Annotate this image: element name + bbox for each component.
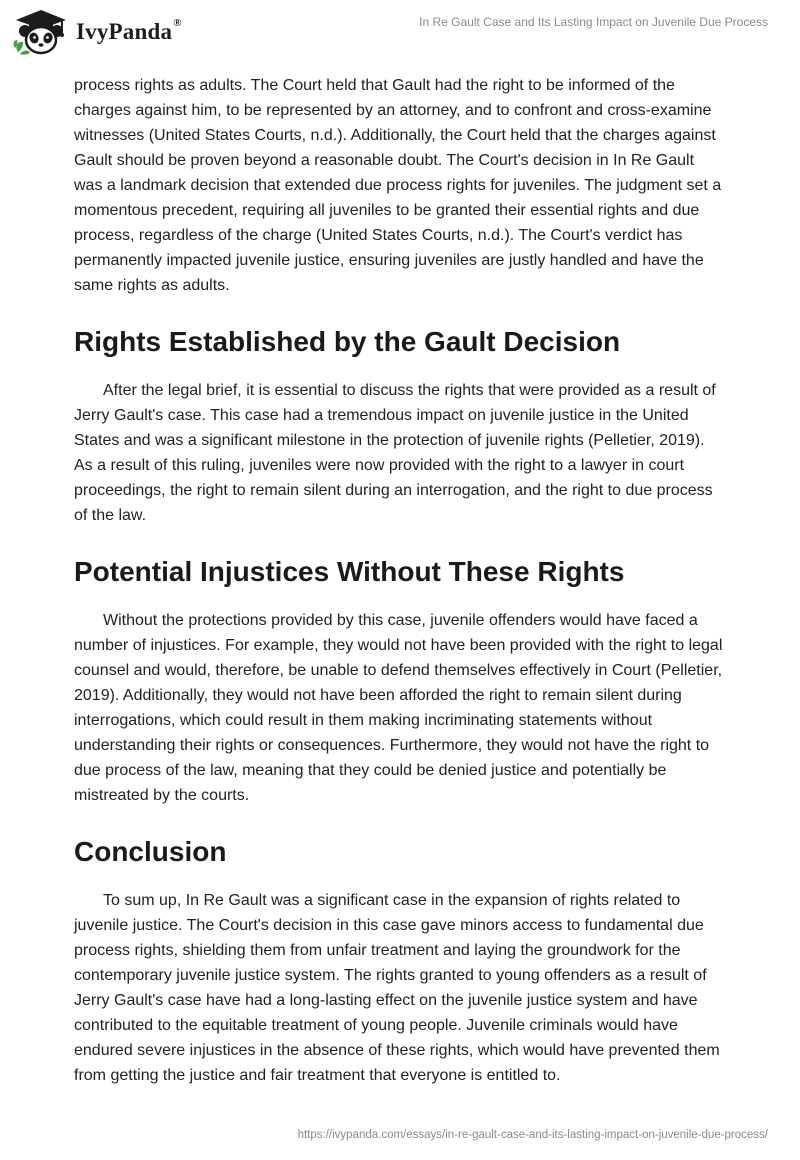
essay-content [74, 70, 726, 1088]
intro-paragraph: process rights as adults. The Court held that Gault had the right to be informed of the charges against him, to be represented by an attorney, and to confront and cross-examine witnesses (United States Courts, n.d.). Additionally, the Court held that the charges against Gault should be proven beyond a reasonable doubt. The Court's decision in In Re Gault was a landmark decision that extended due process rights for juveniles. The judgment set a momentous precedent, requiring all juveniles to be granted their essential rights and due process, regardless of the charge (United States Courts, n.d.). The Court's verdict has permanently impacted juvenile justice, ensuring juveniles are justly handled and have the same rights as adults. [74, 77, 722, 294]
brand-label: IvyPanda [76, 19, 173, 44]
section-heading-rights: Rights Established by the Gault Decision [74, 326, 621, 357]
document-title: In Re Gault Case and Its Lasting Impact on Juvenile Due Process [419, 15, 768, 29]
section-paragraph-rights: After the legal brief, it is essential to discuss the rights that were provided as a result of Jerry Gault's case. This case had a tremendous impact on juvenile justice in the United States and was a significant milestone in the protection of juvenile rights (Pelletier, 2019). As a result of this ruling, juveniles were now provided with the right to a lawyer in court proceedings, the right to remain silent during an interrogation, and the right to due process of the law. [74, 382, 716, 524]
section-paragraph-conclusion: To sum up, In Re Gault was a significant case in the expansion of rights related to juvenile justice. The Court's decision in this case gave minors access to fundamental due process rights, shielding them from unfair treatment and laying the groundwork for the contemporary juvenile justice system. The rights granted to young offenders as a result of Jerry Gault's case have had a long-lasting effect on the juvenile justice system and have contributed to the equitable treatment of young people. Juvenile criminals would have endured severe injustices in the absence of these rights, which would have prevented them from getting the justice and fair treatment that everyone is entitled to. [74, 892, 720, 1084]
ivypanda-logo[interactable] [12, 8, 182, 56]
page-header [0, 0, 800, 70]
section-heading-conclusion: Conclusion [74, 836, 227, 867]
registered-mark: ® [173, 17, 182, 29]
section-heading-injustices: Potential Injustices Without These Rights [74, 556, 625, 587]
source-url-link[interactable]: https://ivypanda.com/essays/in-re-gault-case-and-its-lasting-impact-on-juvenile-due-process/ [297, 1129, 768, 1141]
brand-name [76, 19, 182, 45]
section-paragraph-injustices: Without the protections provided by this case, juvenile offenders would have faced a number of injustices. For example, they would not have been provided with the right to legal counsel and would, therefore, be unable to defend themselves effectively in Court (Pelletier, 2019). Additionally, they would not have been afforded the right to remain silent during interrogations, which could result in them making incriminating statements without understanding their rights or consequences. Furthermore, they would not have the right to due process of the law, meaning that they could be denied justice and potentially be mistreated by the courts. [74, 612, 723, 804]
panda-graduate-icon [12, 8, 70, 56]
